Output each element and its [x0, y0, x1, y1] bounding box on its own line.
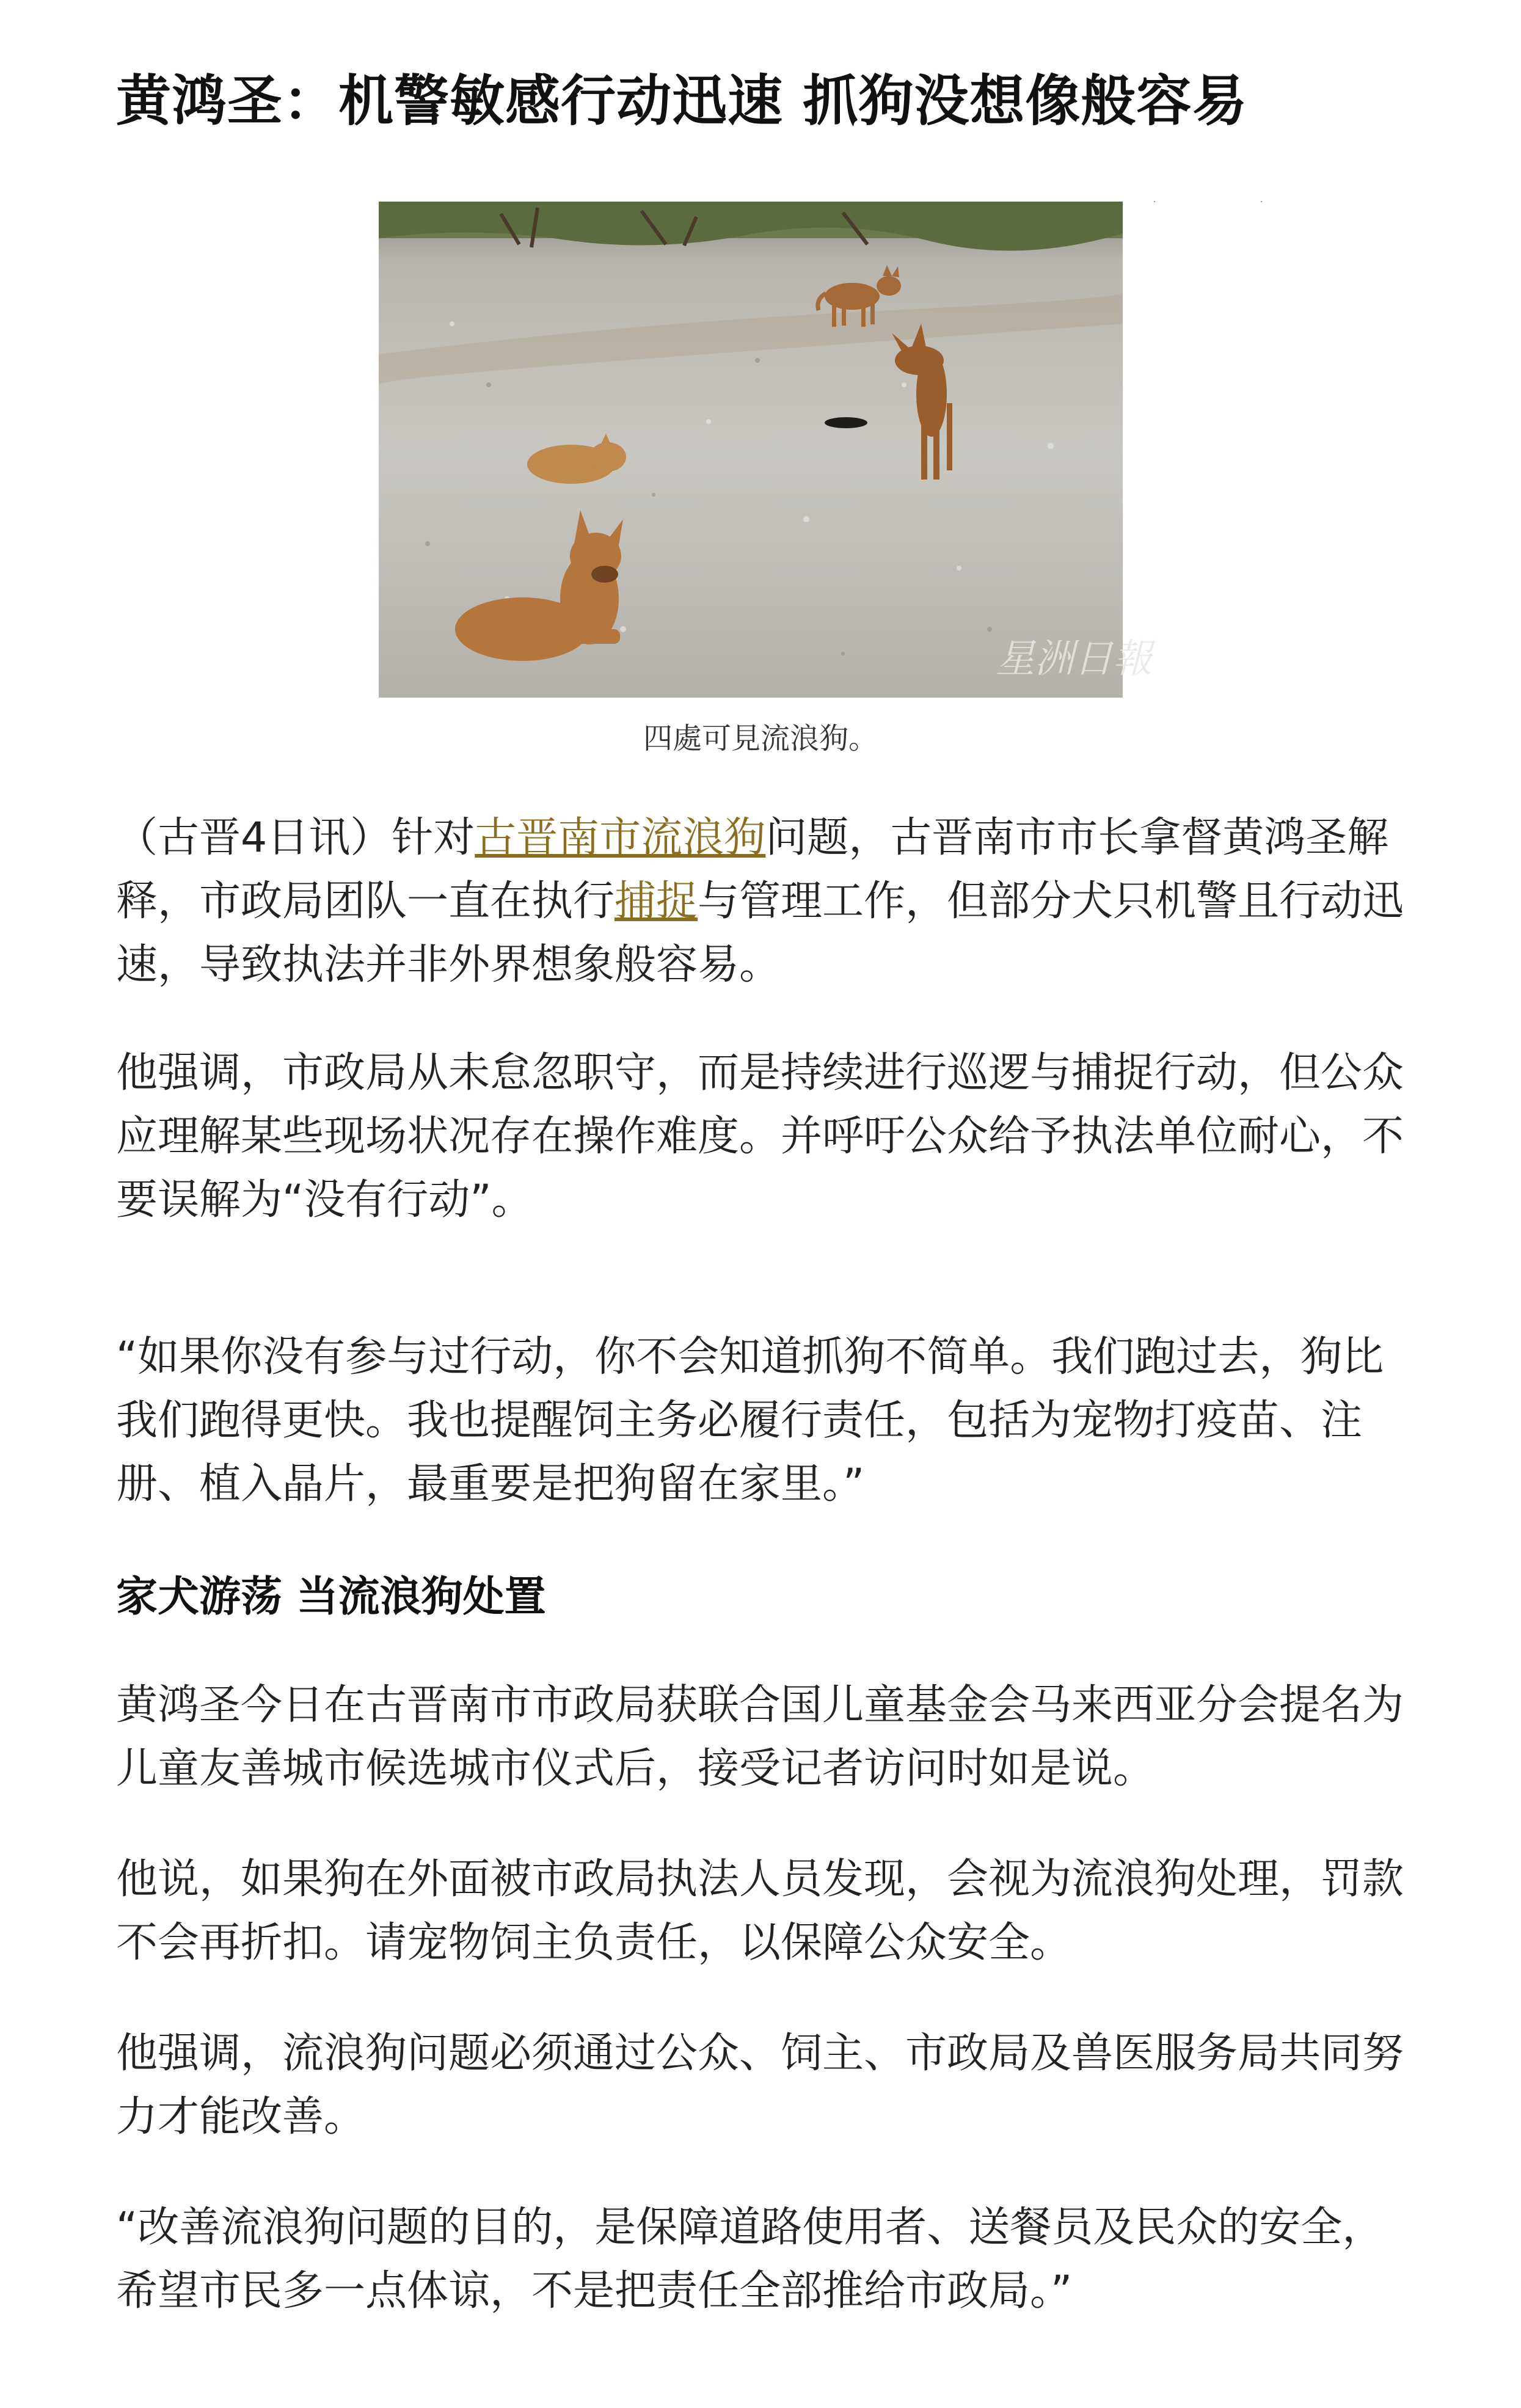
paragraph-6: 他强调，流浪狗问题必须通过公众、饲主、市政局及兽医服务局共同努力才能改善。 — [116, 2029, 1404, 2141]
paragraph-4: 黄鸿圣今日在古晋南市市政局获联合国儿童基金会马来西亚分会提名为儿童友善城市候选城市仪式后，接受记者访问时如是说。 — [116, 1681, 1404, 1793]
section-subheading: 家犬游荡 当流浪狗处置 — [116, 1573, 546, 1621]
link-stray-dogs[interactable]: 古晋南市流浪狗 — [475, 814, 766, 862]
dog-walking — [1154, 201, 1262, 202]
paragraph-5: 他说，如果狗在外面被市政局执法人员发现，会视为流浪狗处理，罚款不会再折扣。请宠物饲主负责任，以保障公众安全。 — [116, 1855, 1404, 1967]
article-photo — [379, 202, 1152, 698]
stray-dogs-photo — [379, 202, 1152, 698]
link-capture[interactable]: 捕捉 — [615, 877, 698, 925]
article-title: 黄鸿圣：机警敏感行动迅速 抓狗没想像般容易 — [116, 69, 1248, 133]
paragraph-1-text-c: 与管理工作，但部分犬只机警且行动迅速，导致执法并非外界想象般容易。 — [116, 877, 1404, 989]
photo-watermark: 星洲日報 — [996, 637, 1152, 682]
paragraph-1-text-b: 问题，古晋南市市长拿督黄鸿圣解释，市政局团队一直在执行 — [116, 814, 1389, 925]
paragraph-7-quote: “改善流浪狗问题的目的，是保障道路使用者、送餐员及民众的安全，希望市民多一点体谅，不是把责任全部推给市政局。” — [116, 2203, 1384, 2315]
photo-caption: 四處可見流浪狗。 — [643, 721, 878, 756]
paragraph-1-text-a: （古晋4日讯）针对 — [116, 814, 475, 862]
paragraph-1 — [116, 806, 1411, 997]
paragraph-3-quote: “如果你没有参与过行动，你不会知道抓狗不简单。我们跑过去，狗比我们跑得更快。我也提醒饲主务必履行责任，包括为宠物打疫苗、注册、植入晶片，最重要是把狗留在家里。” — [116, 1333, 1384, 1508]
paragraph-2: 他强调，市政局从未怠忽职守，而是持续进行巡逻与捕捉行动，但公众应理解某些现场状况存在操作难度。并呼吁公众给予执法单位耐心，不要误解为“没有行动”。 — [116, 1049, 1404, 1224]
